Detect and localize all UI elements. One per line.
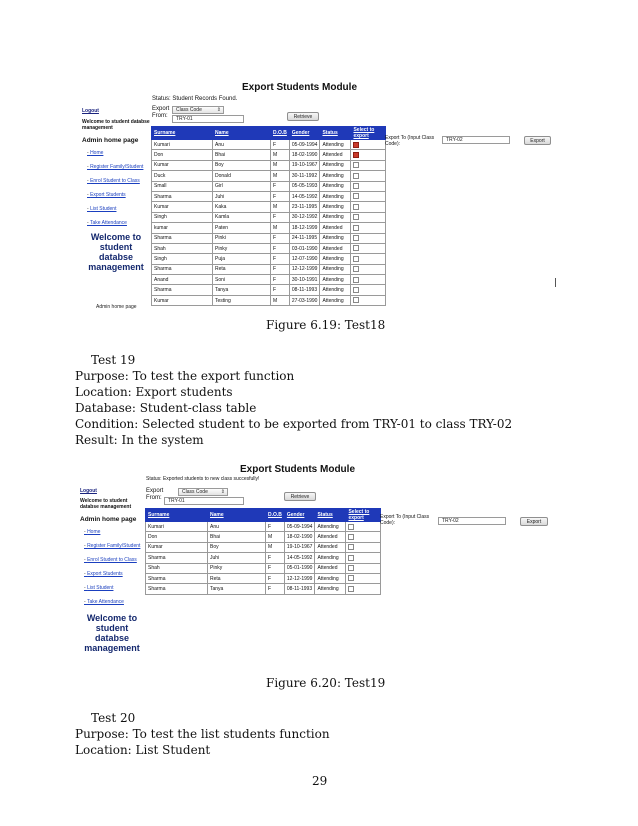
table-row <box>152 212 386 222</box>
cell-select <box>346 532 381 542</box>
cell-dob: 08-11-1993 <box>284 584 315 594</box>
cell-status: Attending <box>320 160 351 170</box>
sidebar-item-export[interactable]: - Export Students <box>84 571 123 577</box>
select-to-export-checkbox[interactable] <box>353 266 359 272</box>
cell-gender: M <box>271 223 290 233</box>
cell-dob: 08-11-1993 <box>289 285 320 295</box>
cell-select <box>351 275 386 285</box>
cell-gender: F <box>271 233 290 243</box>
test19-location: Location: Export students <box>75 385 233 399</box>
col-dob[interactable]: D.O.B <box>266 509 285 522</box>
sidebar-admin-heading: Admin home page <box>80 516 137 523</box>
logout-link[interactable]: Logout <box>82 108 99 114</box>
export-from-label: Export From: <box>152 106 170 119</box>
select-to-export-checkbox[interactable] <box>348 586 354 592</box>
cell-gender: F <box>271 243 290 253</box>
cell-name: Bhai <box>213 150 271 160</box>
cell-name: Puja <box>213 254 271 264</box>
select-to-export-checkbox[interactable] <box>353 277 359 283</box>
select-to-export-checkbox[interactable] <box>353 204 359 210</box>
cell-surname: Kumar <box>152 202 213 212</box>
sidebar-item-list[interactable]: - List Student <box>84 585 114 591</box>
col-status[interactable]: Status <box>315 509 346 522</box>
cell-surname: Sharma <box>152 233 213 243</box>
cell-select <box>351 140 386 150</box>
cell-status: Attended <box>320 243 351 253</box>
figure-6-19-caption: Figure 6.19: Test18 <box>266 318 386 332</box>
table-row <box>152 150 386 160</box>
cell-name: Anu <box>208 522 266 532</box>
select-to-export-checkbox[interactable] <box>353 193 359 199</box>
sidebar-welcome-text: Welcome to student databse management <box>82 119 150 131</box>
select-to-export-checkbox[interactable] <box>353 225 359 231</box>
test20-purpose: Purpose: To test the list students function <box>75 727 330 741</box>
table-header-row <box>146 509 381 522</box>
cell-dob: 12-12-1999 <box>284 573 315 583</box>
cell-gender: M <box>271 171 290 181</box>
cell-gender: F <box>271 212 290 222</box>
cell-name: Paten <box>213 223 271 233</box>
test19-database: Database: Student-class table <box>75 401 257 415</box>
table-row <box>152 223 386 233</box>
cell-gender: F <box>271 140 290 150</box>
cell-surname: Kumar <box>152 160 213 170</box>
sidebar-item-attendance[interactable]: - Take Attendance <box>87 220 127 226</box>
cell-name: Testing <box>213 295 271 305</box>
cell-status: Attending <box>320 212 351 222</box>
cell-name: Girl <box>213 181 271 191</box>
figure-6-20-caption: Figure 6.20: Test19 <box>266 676 386 690</box>
col-select: Select to export <box>351 127 386 140</box>
table-row <box>152 275 386 285</box>
cell-status: Attended <box>315 563 346 573</box>
cell-dob: 14-05-1992 <box>289 191 320 201</box>
sidebar-item-register[interactable]: - Register Family/Student <box>87 164 144 170</box>
cell-status: Attending <box>320 191 351 201</box>
select-to-export-checkbox[interactable] <box>348 524 354 530</box>
table-row <box>152 140 386 150</box>
cell-select <box>346 573 381 583</box>
scroll-marker <box>555 278 556 287</box>
table-body <box>146 522 381 595</box>
cell-dob: 30-10-1991 <box>289 275 320 285</box>
chevron-down-icon: ⇕ <box>220 489 225 495</box>
cell-select <box>351 254 386 264</box>
cell-gender: F <box>271 191 290 201</box>
cell-dob: 23-11-1995 <box>289 202 320 212</box>
status-message: Status: Student Records Found. <box>152 96 238 102</box>
select-to-export-checkbox[interactable] <box>353 173 359 179</box>
table-body <box>152 140 386 306</box>
test19-heading: Test 19 <box>91 353 136 367</box>
select-to-export-checkbox[interactable] <box>353 235 359 241</box>
cell-status: Attending <box>320 140 351 150</box>
export-from-label: Export From: <box>146 488 164 501</box>
cell-select <box>351 202 386 212</box>
test19-condition: Condition: Selected student to be exported from TRY-01 to class TRY-02 <box>75 417 513 431</box>
cell-status: Attending <box>315 584 346 594</box>
sidebar <box>82 106 150 310</box>
cell-select <box>351 223 386 233</box>
export-to-input[interactable]: TRY-02 <box>442 136 510 144</box>
cell-gender: F <box>266 522 285 532</box>
cell-name: Bhai <box>208 532 266 542</box>
cell-surname: Sharma <box>146 584 208 594</box>
cell-status: Attending <box>320 233 351 243</box>
cell-status: Attended <box>320 150 351 160</box>
cell-status: Attended <box>315 532 346 542</box>
sidebar-item-list[interactable]: - List Student <box>87 206 117 212</box>
cell-name: Pinky <box>213 243 271 253</box>
select-to-export-checkbox[interactable] <box>353 142 359 148</box>
cell-gender: F <box>266 553 285 563</box>
cell-surname: Sharma <box>152 191 213 201</box>
table-row <box>152 191 386 201</box>
cell-name: Reta <box>208 573 266 583</box>
select-to-export-checkbox[interactable] <box>348 555 354 561</box>
cell-select <box>351 160 386 170</box>
module-title: Export Students Module <box>240 464 355 475</box>
cell-surname: Kumar <box>146 542 208 552</box>
students-table <box>145 508 381 595</box>
cell-status: Attended <box>320 223 351 233</box>
select-to-export-checkbox[interactable] <box>353 152 359 158</box>
cell-name: Pinki <box>213 233 271 243</box>
select-to-export-checkbox[interactable] <box>353 183 359 189</box>
cell-select <box>346 522 381 532</box>
cell-surname: Sharma <box>152 285 213 295</box>
cell-name: Tanya <box>213 285 271 295</box>
cell-dob: 05-09-1994 <box>289 140 320 150</box>
sidebar-footer-note: Admin home page <box>96 304 137 310</box>
table-row <box>146 532 381 542</box>
chevron-down-icon: ⇕ <box>216 107 221 113</box>
cell-gender: F <box>271 285 290 295</box>
cell-name: Pinky <box>208 563 266 573</box>
cell-status: Attending <box>320 275 351 285</box>
table-row <box>146 573 381 583</box>
cell-surname: Shah <box>152 243 213 253</box>
cell-select <box>346 542 381 552</box>
sidebar-item-enrol[interactable]: - Enrol Student to Class <box>87 178 140 184</box>
col-dob[interactable]: D.O.B <box>271 127 290 140</box>
cell-select <box>351 212 386 222</box>
sidebar-item-attendance[interactable]: - Take Attendance <box>84 599 124 605</box>
cell-surname: Sharma <box>146 573 208 583</box>
page-number: 29 <box>312 774 328 788</box>
cell-select <box>351 295 386 305</box>
cell-gender: M <box>266 542 285 552</box>
cell-dob: 12-12-1999 <box>289 264 320 274</box>
cell-dob: 30-11-1992 <box>289 171 320 181</box>
select-to-export-checkbox[interactable] <box>353 287 359 293</box>
cell-name: Anu <box>213 140 271 150</box>
cell-gender: F <box>266 563 285 573</box>
cell-gender: F <box>271 254 290 264</box>
class-code-select-value: Class Code <box>176 107 202 113</box>
col-surname[interactable]: Surname <box>152 127 213 140</box>
cell-gender: M <box>271 160 290 170</box>
cell-dob: 18-02-1990 <box>284 532 315 542</box>
table-row <box>152 181 386 191</box>
cell-surname: Singh <box>152 212 213 222</box>
cell-surname: Shah <box>146 563 208 573</box>
cell-status: Attended <box>315 542 346 552</box>
table-row <box>146 522 381 532</box>
cell-status: Attending <box>320 295 351 305</box>
cell-status: Attending <box>320 202 351 212</box>
table-row <box>152 295 386 305</box>
cell-dob: 05-05-1993 <box>289 181 320 191</box>
class-code-select[interactable] <box>178 488 228 496</box>
cell-gender: F <box>271 181 290 191</box>
select-to-export-checkbox[interactable] <box>348 565 354 571</box>
cell-gender: M <box>271 295 290 305</box>
sidebar-item-export[interactable]: - Export Students <box>87 192 126 198</box>
table-row <box>146 584 381 594</box>
export-button[interactable]: Export <box>524 136 551 145</box>
export-from-input[interactable]: TRY-01 <box>164 497 244 505</box>
cell-select <box>351 171 386 181</box>
class-code-select[interactable] <box>172 106 224 114</box>
select-to-export-checkbox[interactable] <box>348 575 354 581</box>
export-from-input[interactable]: TRY-01 <box>172 115 244 123</box>
cell-status: Attending <box>320 254 351 264</box>
test19-result: Result: In the system <box>75 433 204 447</box>
cell-name: Juhi <box>213 191 271 201</box>
cell-select <box>351 264 386 274</box>
cell-name: Kaka <box>213 202 271 212</box>
cell-name: Reta <box>213 264 271 274</box>
module-title: Export Students Module <box>242 82 357 93</box>
cell-name: Kamla <box>213 212 271 222</box>
cell-select <box>351 150 386 160</box>
col-gender[interactable]: Gender <box>284 509 315 522</box>
cell-select <box>346 553 381 563</box>
cell-status: Attending <box>315 573 346 583</box>
table-row <box>146 553 381 563</box>
retrieve-button[interactable]: Retrieve <box>287 112 319 121</box>
cell-surname: Duck <box>152 171 213 181</box>
table-row <box>152 233 386 243</box>
cell-select <box>351 181 386 191</box>
select-to-export-checkbox[interactable] <box>353 162 359 168</box>
status-message: Status: Exported students to new class succesfully! <box>146 476 260 482</box>
cell-name: Juhi <box>208 553 266 563</box>
table-row <box>146 563 381 573</box>
cell-gender: F <box>271 275 290 285</box>
logout-link[interactable]: Logout <box>80 488 97 494</box>
col-surname[interactable]: Surname <box>146 509 208 522</box>
sidebar-item-register[interactable]: - Register Family/Student <box>84 543 141 549</box>
cell-gender: F <box>266 573 285 583</box>
sidebar-item-home[interactable]: - Home <box>87 150 104 156</box>
cell-select <box>351 285 386 295</box>
table-row <box>152 264 386 274</box>
cell-gender: F <box>271 264 290 274</box>
sidebar-admin-heading: Admin home page <box>82 137 139 144</box>
sidebar-welcome-banner: Welcome to student databse management <box>84 613 140 653</box>
sidebar-welcome-banner: Welcome to student databse management <box>88 232 144 272</box>
cell-dob: 14-05-1992 <box>284 553 315 563</box>
cell-name: Boy <box>213 160 271 170</box>
select-to-export-checkbox[interactable] <box>348 544 354 550</box>
select-to-export-checkbox[interactable] <box>353 214 359 220</box>
sidebar <box>80 488 144 653</box>
cell-surname: Anand <box>152 275 213 285</box>
cell-surname: Kumari <box>146 522 208 532</box>
cell-surname: kumar <box>152 223 213 233</box>
cell-select <box>346 584 381 594</box>
cell-status: Attending <box>315 522 346 532</box>
col-gender[interactable]: Gender <box>289 127 320 140</box>
test20-heading: Test 20 <box>91 711 136 725</box>
cell-name: Soni <box>213 275 271 285</box>
table-row <box>152 254 386 264</box>
export-to-input[interactable]: TRY-02 <box>438 517 506 525</box>
cell-surname: Sharma <box>146 553 208 563</box>
cell-surname: Singh <box>152 254 213 264</box>
cell-gender: M <box>271 202 290 212</box>
col-name[interactable]: Name <box>208 509 266 522</box>
cell-gender: M <box>271 150 290 160</box>
cell-status: Attending <box>320 285 351 295</box>
table-header-row <box>152 127 386 140</box>
cell-gender: F <box>266 584 285 594</box>
cell-gender: M <box>266 532 285 542</box>
cell-select <box>351 243 386 253</box>
sidebar-item-home[interactable]: - Home <box>84 529 101 535</box>
cell-name: Boy <box>208 542 266 552</box>
cell-surname: Don <box>146 532 208 542</box>
cell-surname: Sharma <box>152 264 213 274</box>
cell-surname: Kumari <box>152 140 213 150</box>
cell-dob: 12-07-1990 <box>289 254 320 264</box>
test19-purpose: Purpose: To test the export function <box>75 369 295 383</box>
select-to-export-checkbox[interactable] <box>353 297 359 303</box>
test20-location: Location: List Student <box>75 743 211 757</box>
table-row <box>152 171 386 181</box>
students-table <box>151 126 386 306</box>
col-select: Select to export <box>346 509 381 522</box>
cell-dob: 30-12-1992 <box>289 212 320 222</box>
cell-select <box>351 233 386 243</box>
class-code-select-value: Class Code <box>182 489 208 495</box>
table-row <box>152 243 386 253</box>
cell-name: Donald <box>213 171 271 181</box>
cell-status: Attending <box>320 264 351 274</box>
export-to-label: Export To (Input Class Code): <box>380 514 430 526</box>
table-row <box>152 160 386 170</box>
export-button[interactable]: Export <box>520 517 548 526</box>
select-to-export-checkbox[interactable] <box>353 245 359 251</box>
sidebar-item-enrol[interactable]: - Enrol Student to Class <box>84 557 137 563</box>
cell-dob: 19-10-1967 <box>284 542 315 552</box>
cell-dob: 18-02-1990 <box>289 150 320 160</box>
cell-dob: 19-10-1967 <box>289 160 320 170</box>
col-name[interactable]: Name <box>213 127 271 140</box>
table-row <box>146 542 381 552</box>
cell-dob: 05-09-1994 <box>284 522 315 532</box>
figure-6-19-screenshot <box>80 78 560 310</box>
cell-surname: Don <box>152 150 213 160</box>
cell-name: Tanya <box>208 584 266 594</box>
cell-select <box>351 191 386 201</box>
select-to-export-checkbox[interactable] <box>353 256 359 262</box>
export-to-label: Export To (Input Class Code): <box>385 135 435 147</box>
figure-6-20-screenshot <box>80 460 560 665</box>
cell-dob: 18-12-1999 <box>289 223 320 233</box>
sidebar-welcome-text: Welcome to student databse management <box>80 498 132 510</box>
cell-dob: 24-11-1995 <box>289 233 320 243</box>
retrieve-button[interactable]: Retrieve <box>284 492 316 501</box>
cell-dob: 27-03-1990 <box>289 295 320 305</box>
cell-surname: Kumar <box>152 295 213 305</box>
cell-surname: Small <box>152 181 213 191</box>
cell-status: Attending <box>320 181 351 191</box>
cell-select <box>346 563 381 573</box>
cell-dob: 05-01-1990 <box>284 563 315 573</box>
select-to-export-checkbox[interactable] <box>348 534 354 540</box>
col-status[interactable]: Status <box>320 127 351 140</box>
cell-status: Attending <box>315 553 346 563</box>
table-row <box>152 285 386 295</box>
table-row <box>152 202 386 212</box>
cell-status: Attending <box>320 171 351 181</box>
cell-dob: 03-01-1990 <box>289 243 320 253</box>
